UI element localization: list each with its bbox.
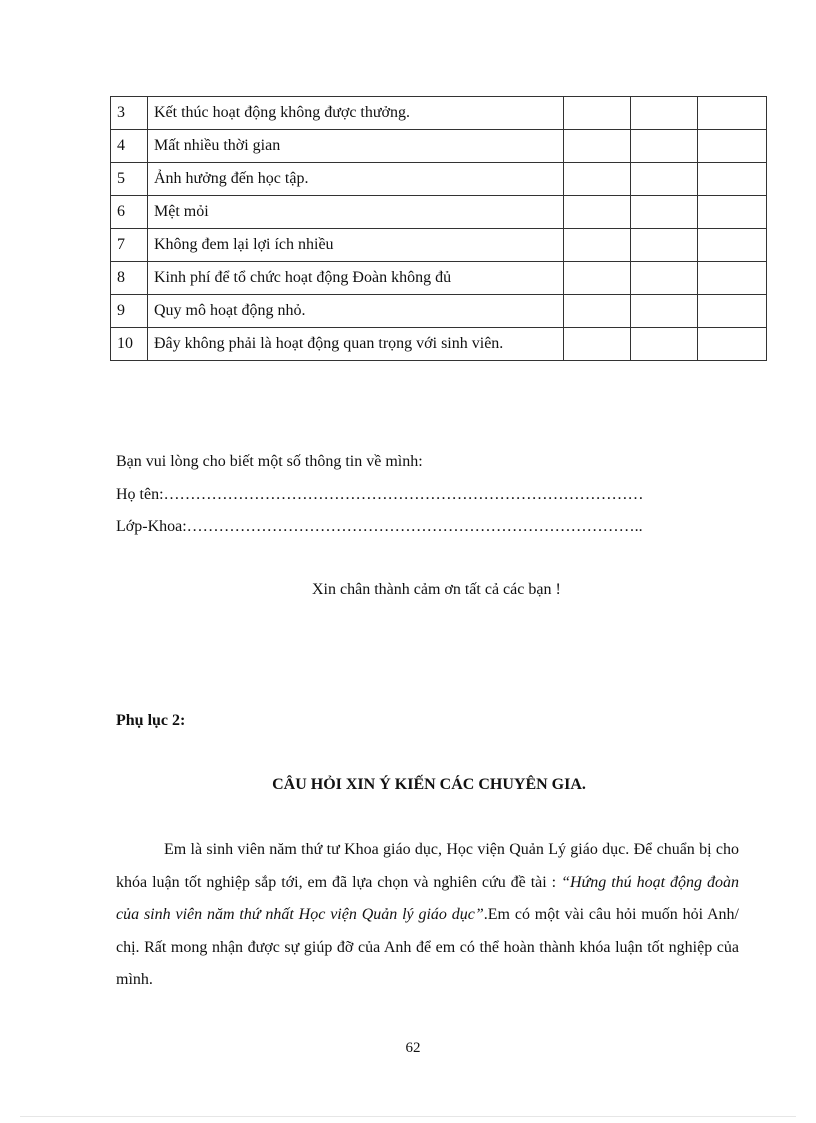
page-number: 62 xyxy=(405,1040,421,1056)
section-heading: CÂU HỎI XIN Ý KIẾN CÁC CHUYÊN GIA. xyxy=(272,776,586,793)
row-text: Ảnh hưởng đến học tập. xyxy=(148,163,564,196)
table-row xyxy=(111,97,767,130)
intro-paragraph xyxy=(116,834,739,997)
row-text: Kết thúc hoạt động không được thưởng. xyxy=(148,97,564,130)
row-text: Kinh phí để tổ chức hoạt động Đoàn không đủ xyxy=(148,262,564,295)
blank-cell xyxy=(698,130,767,163)
row-number: 8 xyxy=(111,262,148,295)
blank-cell xyxy=(631,97,698,130)
blank-cell xyxy=(698,97,767,130)
blank-cell xyxy=(631,295,698,328)
blank-cell xyxy=(564,196,631,229)
row-number: 10 xyxy=(111,328,148,361)
blank-cell xyxy=(698,163,767,196)
row-text: Mệt mỏi xyxy=(148,196,564,229)
blank-cell xyxy=(631,163,698,196)
table-row xyxy=(111,163,767,196)
blank-cell xyxy=(631,229,698,262)
row-text: Mất nhiều thời gian xyxy=(148,130,564,163)
table-row xyxy=(111,328,767,361)
blank-cell xyxy=(698,328,767,361)
name-line: Họ tên:……………………………………………………………………………… xyxy=(116,486,644,503)
para-start: Em là sinh viên năm thứ tư Khoa giáo dục, Học viện Quản Lý giáo dục. Để chuẩn bị cho khóa luận tốt nghiệp sắp tới, em đã lựa chọn và nghiên cứu đề tài : xyxy=(116,841,739,891)
row-text: Đây không phải là hoạt động quan trọng với sinh viên. xyxy=(148,328,564,361)
blank-cell xyxy=(564,130,631,163)
row-number: 6 xyxy=(111,196,148,229)
blank-cell xyxy=(564,229,631,262)
blank-cell xyxy=(564,328,631,361)
blank-cell xyxy=(631,196,698,229)
table-row xyxy=(111,229,767,262)
blank-cell xyxy=(564,97,631,130)
blank-cell xyxy=(698,229,767,262)
blank-cell xyxy=(564,163,631,196)
row-number: 7 xyxy=(111,229,148,262)
para-end: .Em có một vài câu hỏi muốn hỏi Anh/ chị. Rất mong nhận được sự giúp đỡ của Anh để em có thể hoàn thành khóa luận tốt nghiệp của mình. xyxy=(116,906,739,988)
footer-divider xyxy=(20,1116,796,1117)
row-number: 4 xyxy=(111,130,148,163)
row-number: 9 xyxy=(111,295,148,328)
table-row xyxy=(111,295,767,328)
blank-cell xyxy=(631,262,698,295)
table-row xyxy=(111,262,767,295)
row-text: Quy mô hoạt động nhỏ. xyxy=(148,295,564,328)
blank-cell xyxy=(698,196,767,229)
row-text: Không đem lại lợi ích nhiều xyxy=(148,229,564,262)
info-intro: Bạn vui lòng cho biết một số thông tin về mình: xyxy=(116,453,423,470)
row-number: 5 xyxy=(111,163,148,196)
blank-cell xyxy=(631,130,698,163)
table-row xyxy=(111,130,767,163)
blank-cell xyxy=(631,328,698,361)
blank-cell xyxy=(564,262,631,295)
blank-cell xyxy=(564,295,631,328)
survey-table xyxy=(110,96,767,361)
blank-cell xyxy=(698,262,767,295)
appendix-label: Phụ lục 2: xyxy=(116,712,186,729)
thesis-title: “Hứng thú hoạt động đoàn của sinh viên năm thứ nhất Học viện Quản lý giáo dục” xyxy=(116,873,739,923)
blank-cell xyxy=(698,295,767,328)
class-line: Lớp-Khoa:………………………………………………………………………….. xyxy=(116,518,643,535)
row-number: 3 xyxy=(111,97,148,130)
thanks-text: Xin chân thành cảm ơn tất cả các bạn ! xyxy=(312,581,561,598)
table-row xyxy=(111,196,767,229)
